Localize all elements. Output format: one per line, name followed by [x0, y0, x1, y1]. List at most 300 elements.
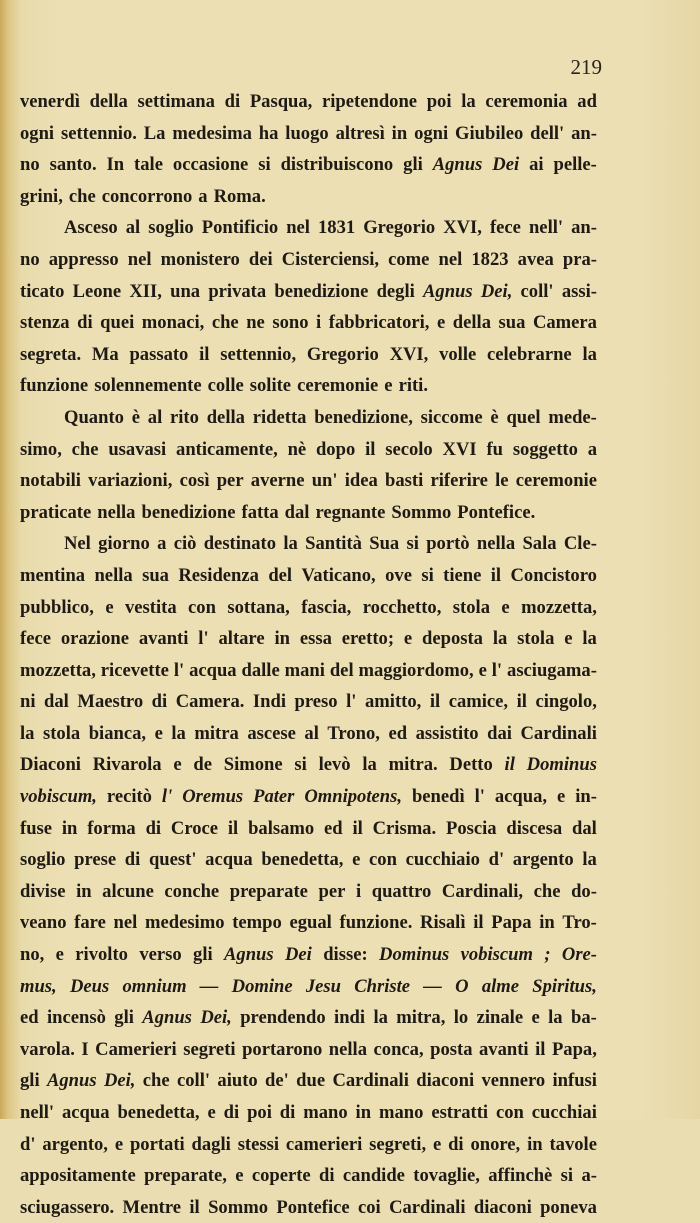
word: ; — [544, 944, 551, 966]
word: Poscia — [445, 817, 497, 839]
word: mede- — [548, 406, 597, 428]
word: medesima — [172, 122, 252, 144]
word: in — [274, 628, 290, 650]
word: la — [582, 628, 597, 650]
word: in — [391, 122, 408, 144]
word: il — [227, 817, 239, 839]
text-line — [20, 844, 597, 876]
word: Pasqua, — [249, 91, 313, 112]
word: Agnus — [224, 944, 274, 966]
word: gli — [20, 1070, 40, 1092]
word: diaconi — [416, 1070, 475, 1092]
word: la — [582, 343, 597, 365]
word: mus, — [20, 975, 57, 997]
text-line — [20, 655, 597, 687]
text-line — [20, 1065, 597, 1097]
word: dagli — [191, 1133, 231, 1155]
word: Diaconi — [20, 754, 81, 776]
word: la — [362, 754, 377, 776]
word: monaci, — [141, 312, 205, 334]
word: lo — [453, 1007, 469, 1029]
word: soggetto — [512, 438, 578, 460]
word: soglio — [148, 217, 194, 239]
word: destinato — [203, 533, 277, 555]
word: il — [535, 1038, 546, 1060]
word: Leone — [72, 280, 122, 302]
word: concorrono — [101, 185, 193, 207]
word: di — [279, 1102, 296, 1123]
word: che — [71, 438, 99, 460]
word: ed — [20, 1007, 39, 1029]
word: stessi — [237, 1133, 280, 1155]
word: mitra. — [388, 754, 438, 776]
word: argento, — [42, 1133, 108, 1155]
text-line — [20, 623, 597, 655]
word: ni — [20, 691, 36, 713]
word: Roma. — [213, 185, 266, 207]
word: monistero — [160, 248, 240, 270]
text-line — [20, 212, 597, 244]
word: Pontefice — [276, 1196, 350, 1218]
word: asciugama- — [507, 659, 597, 681]
word: Cardinali — [389, 1196, 466, 1218]
word: distribuiscono — [280, 154, 394, 176]
word: Deus — [69, 975, 110, 997]
word: si — [258, 154, 271, 176]
text-line — [20, 181, 597, 213]
word: benedizione, — [314, 406, 413, 428]
word: rivolto — [75, 944, 128, 966]
word: candide — [342, 1165, 405, 1187]
word: ove — [385, 564, 412, 586]
word: la — [20, 722, 35, 744]
word: — — [423, 975, 442, 997]
text-line — [20, 528, 597, 560]
word: benedì — [411, 786, 465, 808]
word: Agnus — [432, 154, 483, 176]
word: XII, — [129, 280, 162, 302]
word: cingolo, — [535, 691, 597, 713]
word: benedetta, — [261, 849, 344, 871]
text-line — [20, 434, 597, 466]
word: la — [373, 1007, 388, 1029]
word: Domine — [231, 975, 293, 997]
word: Concistoro — [510, 564, 597, 586]
word: di — [223, 1102, 240, 1123]
word: Cardinali — [332, 1070, 409, 1092]
word: posta — [430, 1038, 473, 1060]
word: Cisterciensi, — [281, 248, 380, 270]
word: prese — [74, 849, 117, 871]
word: Simone — [223, 754, 283, 776]
word: acqua — [205, 849, 253, 871]
word: aiuto — [217, 1070, 258, 1092]
word: settennio. — [60, 122, 137, 144]
word: affinchè — [488, 1165, 553, 1187]
word: Ma — [91, 343, 119, 365]
text-line — [20, 686, 597, 718]
word: ai — [529, 154, 544, 176]
word: e — [352, 849, 361, 871]
word: verso — [139, 944, 182, 966]
word: ridetta — [252, 406, 307, 428]
word: quest' — [148, 849, 197, 871]
word: deposta — [422, 628, 483, 650]
word: medesimo — [144, 912, 225, 934]
word: mano — [303, 1102, 348, 1123]
word: che — [68, 185, 96, 207]
word: così — [179, 470, 210, 492]
word: di — [145, 817, 162, 839]
word: praticate — [20, 501, 92, 523]
word: Dei, — [480, 280, 513, 302]
word: nel — [127, 248, 152, 270]
word: ed — [324, 817, 343, 839]
word: Indi — [252, 691, 287, 713]
word: dal — [44, 691, 69, 713]
text-line — [20, 465, 597, 497]
word: vobiscum, — [20, 786, 97, 808]
text-line — [20, 1192, 597, 1223]
word: e — [105, 596, 114, 618]
word: nel — [113, 912, 138, 934]
word: i — [355, 880, 362, 902]
word: orazione — [60, 628, 129, 650]
word: sciugassero. — [20, 1196, 115, 1218]
word: sua — [498, 312, 526, 334]
word: il — [199, 343, 210, 365]
text-line — [20, 86, 597, 118]
word: conca, — [373, 1038, 424, 1060]
word: eretto; — [341, 628, 395, 650]
word: Gregorio — [306, 343, 379, 365]
word: rito — [170, 406, 199, 428]
word: Agnus — [46, 1070, 97, 1092]
word: cucchiai — [531, 1102, 597, 1123]
word: grini, — [20, 185, 63, 207]
word: del — [329, 659, 354, 681]
word: il — [352, 817, 363, 839]
word: l' — [161, 786, 173, 808]
word: Risalì — [420, 912, 466, 934]
word: i — [316, 312, 322, 334]
word: appositamente — [20, 1165, 136, 1187]
word: ciò — [173, 533, 197, 555]
line-start — [20, 528, 91, 560]
word: tovaglie, — [413, 1165, 480, 1187]
word: fatta — [241, 501, 279, 523]
word: Rivarola — [92, 754, 162, 776]
word: no — [20, 248, 40, 270]
text-line — [20, 370, 597, 402]
word: come — [388, 248, 430, 270]
word: an- — [571, 217, 597, 239]
word: conche — [164, 880, 220, 902]
line-start — [20, 212, 118, 244]
word: Vaticano, — [301, 564, 376, 586]
word: camice, — [448, 691, 509, 713]
text-line — [20, 939, 597, 971]
word: In — [106, 154, 125, 176]
word: l' — [474, 786, 485, 808]
word: che — [142, 1070, 170, 1092]
word: nella — [328, 1038, 368, 1060]
word: Sua — [369, 533, 400, 555]
word: 1823 — [471, 248, 509, 270]
word: I — [81, 1038, 89, 1060]
word: nè — [287, 438, 307, 460]
word: Trono, — [327, 722, 380, 744]
word: dei — [248, 248, 273, 270]
word: incensò — [46, 1007, 106, 1029]
text-line — [20, 339, 597, 371]
word: il — [504, 754, 515, 776]
word: per — [216, 470, 244, 492]
word: Ore- — [561, 944, 597, 966]
word: Tro- — [562, 912, 597, 934]
word: al — [147, 406, 163, 428]
word: de' — [265, 1070, 289, 1092]
word: il — [429, 691, 441, 713]
word: e — [501, 596, 510, 618]
word: preparate — [229, 880, 308, 902]
word: portò — [426, 533, 470, 555]
word: rocchetto, — [362, 596, 442, 618]
word: Mentre — [122, 1196, 182, 1218]
word: mozzetta, — [521, 596, 597, 618]
word: della — [89, 91, 128, 112]
word: è — [131, 406, 140, 428]
word: pubblico, — [20, 596, 94, 618]
word: e — [436, 312, 446, 334]
word: si — [294, 754, 307, 776]
word: assistito — [415, 722, 479, 744]
word: ne — [246, 312, 265, 334]
word: appresso — [48, 248, 119, 270]
word: privata — [208, 280, 267, 302]
word: il — [490, 564, 502, 586]
word: l' — [346, 691, 357, 713]
text-line — [20, 1129, 597, 1161]
line-start — [20, 402, 124, 434]
text-line — [20, 781, 597, 813]
text-line — [20, 402, 597, 434]
text-line — [20, 971, 597, 1003]
word: indi — [334, 1007, 366, 1029]
word: la — [492, 628, 508, 650]
text-line — [20, 1034, 597, 1066]
word: avanti — [479, 1038, 529, 1060]
word: avea — [517, 248, 554, 270]
word: una — [170, 280, 201, 302]
page-number: 219 — [570, 55, 602, 79]
word: vestita — [124, 596, 177, 618]
word: XVI, — [443, 217, 482, 239]
word: Sala — [522, 533, 557, 555]
word: e — [564, 628, 573, 650]
word: d' — [488, 849, 505, 871]
word: pra- — [562, 248, 597, 270]
word: fuse — [20, 817, 53, 839]
word: mano — [378, 1102, 424, 1123]
word: gli — [193, 944, 213, 966]
word: recitò — [106, 786, 152, 808]
word: e — [531, 1007, 540, 1029]
word: luogo — [285, 122, 329, 144]
text-line — [20, 276, 597, 308]
word: Croce — [170, 817, 219, 839]
text-line — [20, 813, 597, 845]
word: e — [432, 1133, 442, 1155]
word: in — [61, 817, 78, 839]
word: che — [533, 880, 561, 902]
word: dopo — [315, 438, 356, 460]
text-line — [20, 118, 597, 150]
word: fascia, — [301, 596, 352, 618]
word: assi- — [561, 280, 597, 302]
word: segreti, — [369, 1133, 427, 1155]
word: del — [268, 564, 293, 586]
word: Dei, — [103, 1070, 136, 1092]
word: Nel — [64, 533, 91, 555]
text-line — [20, 1002, 597, 1034]
word: nel — [438, 248, 463, 270]
word: nel — [286, 217, 310, 239]
word: veano — [20, 912, 67, 934]
word: Giubileo — [455, 122, 524, 144]
word: le — [495, 470, 509, 492]
text-line — [20, 149, 597, 181]
word: il — [365, 438, 376, 460]
word: Spiritus, — [532, 975, 597, 997]
word: cucchiaio — [405, 849, 480, 871]
word: colle — [207, 375, 244, 397]
word: celebrarne — [487, 343, 572, 365]
word: fabbricatori, — [328, 312, 430, 334]
word: di — [319, 1165, 335, 1187]
word: Pater — [253, 786, 295, 808]
word: fece — [489, 217, 521, 239]
word: a — [587, 438, 597, 460]
word: dal — [572, 817, 597, 839]
word: Gregorio — [363, 217, 436, 239]
word: di — [448, 1133, 464, 1155]
word: dai — [487, 722, 512, 744]
word: Maestro — [77, 691, 144, 713]
word: nella — [94, 564, 133, 586]
word: il — [516, 691, 527, 713]
word: ricevette — [100, 659, 169, 681]
word: simo, — [20, 438, 62, 460]
word: dalle — [241, 659, 280, 681]
word: degli — [376, 280, 415, 302]
word: Jesu — [305, 975, 341, 997]
word: soglio — [20, 849, 66, 871]
word: maggiordomo, — [358, 659, 474, 681]
word: — — [199, 975, 219, 997]
word: la — [171, 722, 186, 744]
word: stola — [43, 722, 81, 744]
word: fu — [486, 438, 503, 460]
word: portarono — [242, 1038, 323, 1060]
word: stola — [452, 596, 490, 618]
word: divise — [20, 880, 66, 902]
word: amitto, — [365, 691, 422, 713]
text-line — [20, 307, 597, 339]
text-line — [20, 907, 597, 939]
word: di — [77, 312, 93, 334]
word: per — [318, 880, 346, 902]
word: nella — [476, 533, 516, 555]
word: ceremonia — [485, 91, 568, 112]
word: altresì — [335, 122, 385, 144]
word: a — [198, 185, 208, 207]
word: due — [296, 1070, 326, 1092]
word: al — [304, 722, 319, 744]
word: preparate, — [144, 1165, 227, 1187]
word: riferire — [430, 470, 488, 492]
word: della — [206, 406, 245, 428]
word: omnium — [122, 975, 187, 997]
word: tavole — [549, 1133, 597, 1155]
word: tempo — [232, 912, 282, 934]
word: segreti — [183, 1038, 236, 1060]
word: fare — [74, 912, 106, 934]
word: variazioni, — [88, 470, 173, 492]
word: Asceso — [64, 217, 118, 239]
word: acqua, — [494, 786, 548, 808]
word: gli — [114, 1007, 134, 1029]
text-line — [20, 876, 597, 908]
word: quel — [506, 406, 541, 428]
word: Dei — [285, 944, 312, 966]
word: basti — [385, 470, 424, 492]
word: settimana — [137, 91, 215, 112]
word: con — [496, 1102, 524, 1123]
word: occasione — [172, 154, 249, 176]
word: in- — [575, 786, 597, 808]
word: alme — [481, 975, 520, 997]
word: nell' — [20, 1102, 55, 1123]
word: Quanto — [64, 406, 124, 428]
word: Cardinali, — [441, 880, 524, 902]
word: pelle- — [553, 154, 597, 176]
word: in — [527, 1133, 543, 1155]
word: an- — [571, 122, 597, 144]
word: vennero — [481, 1070, 546, 1092]
word: funzione. — [339, 912, 413, 934]
word: bianca, — [88, 722, 147, 744]
word: varola. — [20, 1038, 75, 1060]
word: argento — [512, 849, 574, 871]
word: si — [421, 564, 434, 586]
word: no, — [20, 944, 45, 966]
word: forma — [87, 817, 136, 839]
text-line — [20, 718, 597, 750]
text-line — [20, 749, 597, 781]
text-line — [20, 1160, 597, 1192]
word: di — [124, 849, 141, 871]
word: XVI — [442, 438, 477, 460]
text-line — [20, 592, 597, 624]
word: il — [473, 912, 484, 934]
word: ogni — [20, 122, 55, 144]
word: e — [173, 754, 182, 776]
word: si — [560, 1165, 574, 1187]
word: venerdì — [20, 91, 80, 112]
word: giorno — [98, 533, 150, 555]
word: altare — [218, 628, 265, 650]
